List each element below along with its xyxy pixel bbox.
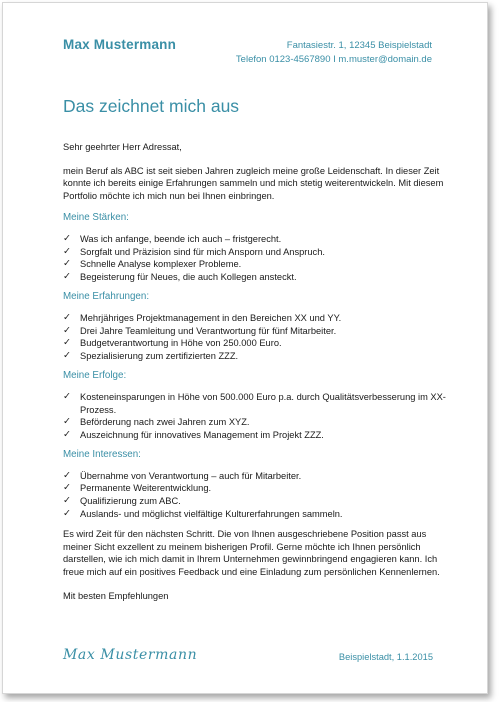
closing-paragraph: Es wird Zeit für den nächsten Schritt. Die von Ihnen ausgeschriebene Position passt aus meiner Sicht exzellent zu meinem bisherigen Profil. Gerne möchte ich Ihnen persönlich darstellen, wie ich mich damit in Ihrem Unternehmen gewinnbringend engagieren kann. Ich freue mich auf ein positives Feedback und eine Einladung zum persönlichen Kennenlernen. bbox=[63, 529, 440, 578]
sender-phone-email: Telefon 0123-4567890 I m.muster@domain.de bbox=[235, 54, 432, 65]
list-item-text: Beförderung nach zwei Jahren zum XYZ. bbox=[80, 417, 250, 428]
checkmark-icon: ✓ bbox=[63, 495, 71, 507]
section-list bbox=[63, 470, 448, 520]
list-item-text: Drei Jahre Teamleitung und Verantwortung für fünf Mitarbeiter. bbox=[80, 325, 337, 336]
list-item-text: Übernahme von Verantwortung – auch für Mitarbeiter. bbox=[80, 470, 302, 481]
list-item bbox=[63, 337, 448, 350]
list-item bbox=[63, 429, 448, 442]
list-item bbox=[63, 470, 448, 483]
list-item bbox=[63, 312, 448, 325]
checkmark-icon: ✓ bbox=[63, 349, 71, 361]
checkmark-icon: ✓ bbox=[63, 428, 71, 440]
list-item bbox=[63, 482, 448, 495]
sections-container bbox=[63, 212, 448, 520]
list-item bbox=[63, 350, 448, 363]
list-item bbox=[63, 495, 448, 508]
sender-address: Fantasiestr. 1, 12345 Beispielstadt bbox=[286, 40, 432, 51]
list-item-text: Permanente Weiterentwicklung. bbox=[80, 483, 212, 494]
list-item bbox=[63, 271, 448, 284]
intro-paragraph: mein Beruf als ABC ist seit sieben Jahren zugleich meine große Leidenschaft. In dieser Zeit konnte ich bereits einige Erfahrungen sammeln und mich stetig weiterentwickeln. Mit diesem Portfolio möchte ich mich nun bei Ihnen einbringen. bbox=[63, 165, 444, 201]
sender-contact bbox=[236, 39, 432, 67]
place-date: Beispielstadt, 1.1.2015 bbox=[338, 652, 433, 662]
list-item bbox=[63, 233, 448, 246]
checkmark-icon: ✓ bbox=[63, 258, 71, 270]
list-item bbox=[63, 246, 448, 259]
document-page bbox=[2, 2, 488, 694]
checkmark-icon: ✓ bbox=[63, 324, 71, 336]
checkmark-icon: ✓ bbox=[63, 270, 71, 282]
salutation: Sehr geehrter Herr Adressat, bbox=[63, 142, 182, 152]
section-heading: Meine Erfolge: bbox=[63, 370, 127, 382]
list-item bbox=[63, 325, 448, 338]
regards: Mit besten Empfehlungen bbox=[63, 590, 169, 601]
list-item-text: Budgetverantwortung in Höhe von 250.000 Euro. bbox=[80, 338, 282, 349]
list-item bbox=[63, 391, 448, 416]
checkmark-icon: ✓ bbox=[63, 416, 71, 428]
checkmark-icon: ✓ bbox=[63, 245, 71, 257]
letter-body bbox=[63, 141, 448, 602]
section-heading: Meine Erfahrungen: bbox=[63, 291, 150, 303]
checkmark-icon: ✓ bbox=[63, 469, 71, 481]
checkmark-icon: ✓ bbox=[63, 337, 71, 349]
list-item bbox=[63, 508, 448, 521]
list-item-text: Sorgfalt und Präzision sind für mich Ansporn und Anspruch. bbox=[80, 246, 325, 257]
list-item-text: Auszeichnung für innovatives Management im Projekt ZZZ. bbox=[80, 429, 324, 440]
list-item-text: Begeisterung für Neues, die auch Kollegen ansteckt. bbox=[80, 271, 297, 282]
list-item-text: Mehrjähriges Projektmanagement in den Bereichen XX und YY. bbox=[80, 312, 342, 323]
list-item-text: Kosteneinsparungen in Höhe von 500.000 Euro p.a. durch Qualitätsverbesserung im XX-Prozess. bbox=[80, 391, 446, 415]
sender-name: Max Mustermann bbox=[63, 37, 177, 52]
list-item bbox=[63, 416, 448, 429]
list-item-text: Spezialisierung zum zertifizierten ZZZ. bbox=[80, 350, 239, 361]
page-title: Das zeichnet mich aus bbox=[63, 96, 240, 116]
checkmark-icon: ✓ bbox=[63, 507, 71, 519]
section-heading: Meine Interessen: bbox=[63, 449, 141, 461]
list-item-text: Auslands- und möglichst vielfältige Kulturerfahrungen sammeln. bbox=[80, 508, 343, 519]
checkmark-icon: ✓ bbox=[63, 390, 71, 402]
list-item-text: Qualifizierung zum ABC. bbox=[80, 496, 181, 507]
list-item-text: Schnelle Analyse komplexer Probleme. bbox=[80, 259, 242, 270]
list-item bbox=[63, 258, 448, 271]
section-list bbox=[63, 391, 448, 441]
checkmark-icon: ✓ bbox=[63, 311, 71, 323]
checkmark-icon: ✓ bbox=[63, 482, 71, 494]
section-heading: Meine Stärken: bbox=[63, 212, 129, 224]
section-list bbox=[63, 233, 448, 283]
section-list bbox=[63, 312, 448, 362]
checkmark-icon: ✓ bbox=[63, 232, 71, 244]
signature: Max Mustermann bbox=[63, 647, 198, 663]
list-item-text: Was ich anfange, beende ich auch – fristgerecht. bbox=[80, 233, 282, 244]
